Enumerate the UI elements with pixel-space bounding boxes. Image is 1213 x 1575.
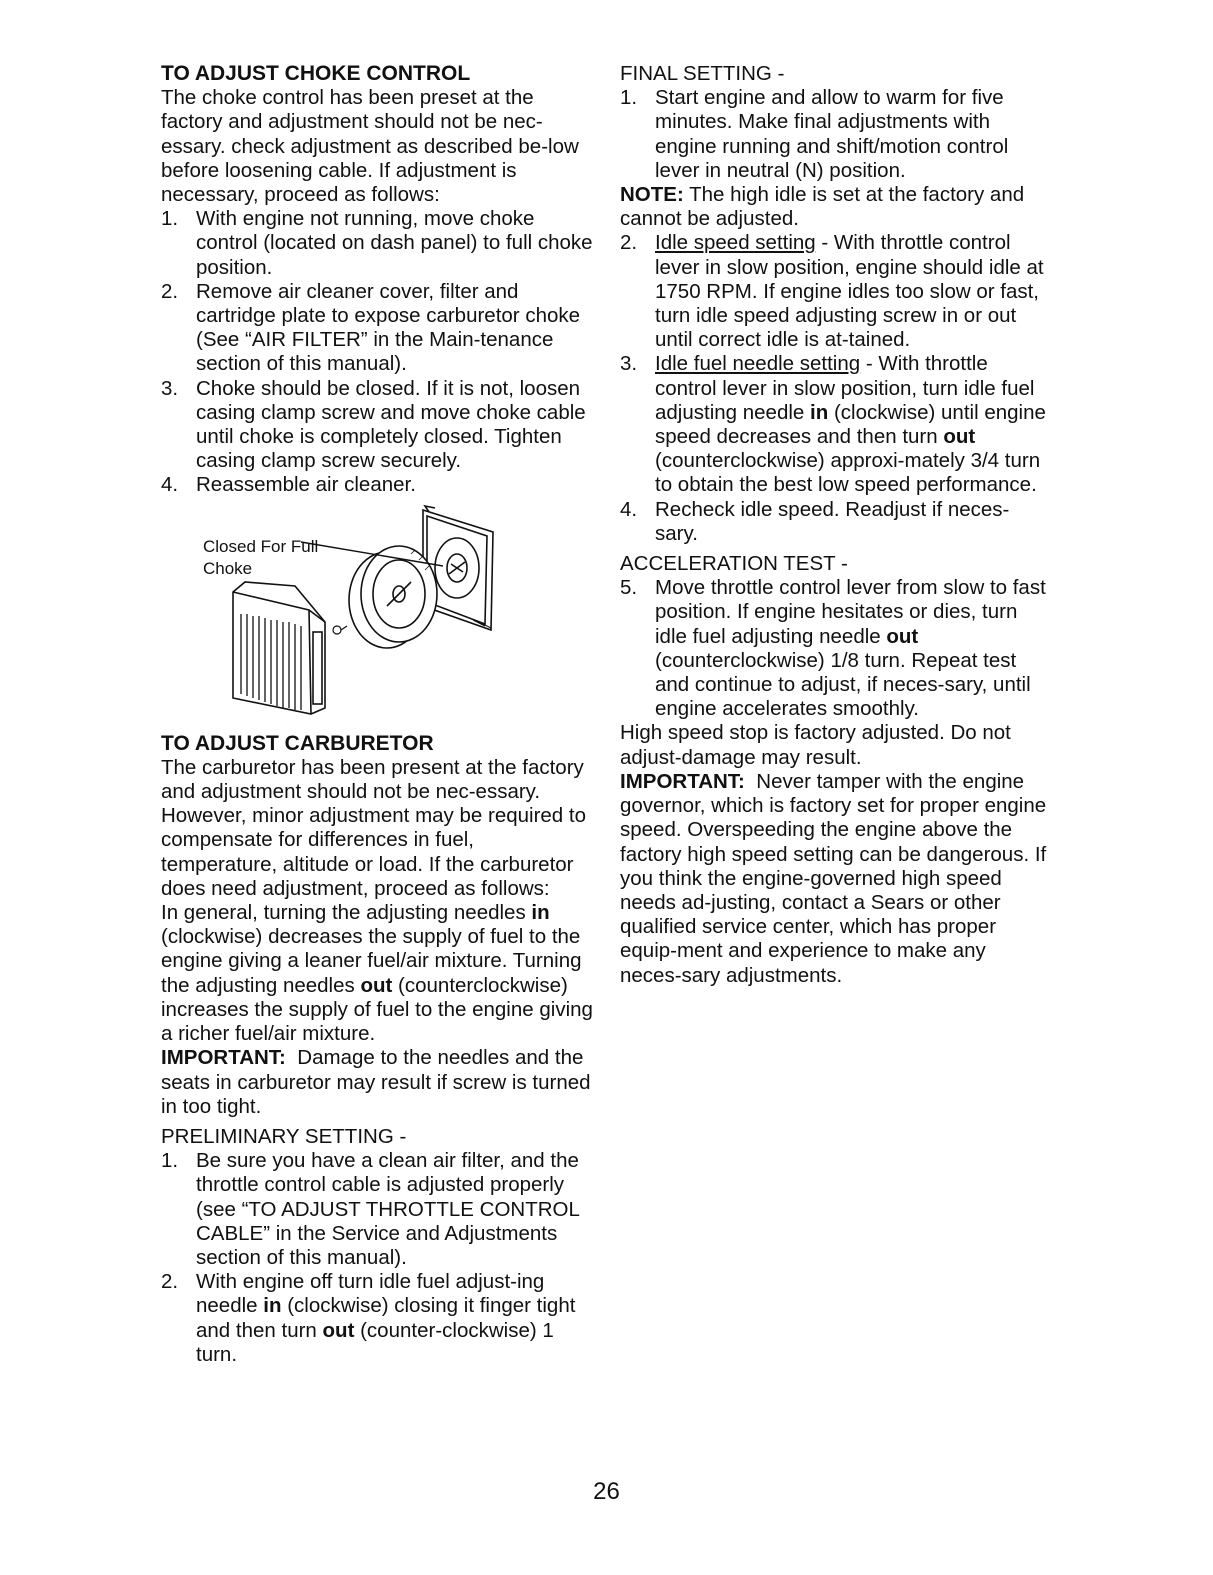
text-segment: (clockwise) closing it finger tight and then turn — [196, 1294, 576, 1342]
step-number: 1. — [161, 207, 179, 231]
step-text: Choke should be closed. If it is not, loosen casing clamp screw and move choke cable until choke is completely closed. Tighten casing clamp screw securely. — [196, 376, 586, 473]
step-text: Recheck idle speed. Readjust if neces-sary. — [655, 497, 1010, 545]
step-number: 2. — [161, 279, 179, 303]
page-number: 26 — [593, 1478, 620, 1505]
text-segment: (counterclockwise) 1/8 turn. Repeat test and continue to adjust, if neces-sary, until engine accelerates smoothly. — [655, 648, 1031, 721]
air-cleaner-figure — [161, 502, 593, 724]
step-number: 1. — [161, 1149, 179, 1173]
carburetor-important — [161, 1046, 593, 1119]
final-step — [620, 352, 1052, 497]
step-number: 1. — [620, 86, 638, 110]
emphasis-out: out — [360, 973, 393, 997]
final-step — [620, 86, 1052, 183]
acceleration-step — [620, 576, 1052, 721]
emphasis-out: out — [943, 425, 976, 449]
step-number: 2. — [620, 231, 638, 255]
step-text: Start engine and allow to warm for five minutes. Make final adjustments with engine running and shift/motion control lever in neutral (N) position. — [655, 86, 1009, 182]
carburetor-intro: The carburetor has been present at the factory and adjustment should not be nec-essary. However, minor adjustment may be required to compensate for differences in fuel, temperature, altitude or load. If the carburetor does need adjustment, proceed as follows: — [161, 755, 587, 900]
final-steps-a — [620, 86, 1052, 183]
left-column — [161, 62, 593, 1367]
acceleration-heading: ACCELERATION TEST - — [620, 552, 848, 576]
round-filter — [349, 546, 437, 648]
step-title: Idle speed setting — [655, 231, 816, 255]
step-number: 3. — [161, 376, 179, 400]
caption-line: Choke — [203, 558, 253, 578]
step-number: 4. — [161, 473, 179, 497]
note-label: NOTE: — [620, 183, 684, 207]
governor-important — [620, 770, 1052, 988]
emphasis-in: in — [810, 400, 829, 424]
step-text: - With throttle control lever in slow position, engine should idle at 1750 RPM. If engine idles too slow or fast, turn idle speed adjusting screw in or out until correct idle is at-tained. — [655, 231, 1044, 352]
caption-line: Closed For Full — [203, 536, 319, 556]
step-number: 2. — [161, 1270, 179, 1294]
step-text: Reassemble air cleaner. — [196, 473, 416, 497]
acceleration-steps — [620, 576, 1052, 721]
choke-step — [161, 377, 593, 474]
final-heading: FINAL SETTING - — [620, 62, 785, 85]
text-segment: - With throttle control lever in slow position, turn idle fuel adjusting needle — [655, 352, 1035, 424]
step-text: Remove air cleaner cover, filter and cartridge plate to expose carburetor choke (See “AIR FILTER” in the Main-tenance section of this manual). — [196, 279, 581, 376]
text-segment: (counter-clockwise) 1 turn. — [196, 1318, 554, 1366]
carburetor-heading: TO ADJUST CARBURETOR — [161, 731, 434, 755]
important-label: IMPORTANT: — [161, 1046, 286, 1070]
preliminary-steps — [161, 1149, 593, 1367]
step-number: 3. — [620, 352, 638, 376]
screw — [333, 626, 347, 634]
text-segment: (counterclockwise) increases the supply of fuel to the engine giving a richer fuel/air mixture. — [161, 973, 593, 1046]
choke-steps — [161, 207, 593, 497]
text-segment: Move throttle control lever from slow to fast position. If engine hesitates or dies, turn idle fuel adjusting needle — [655, 576, 1046, 648]
choke-step — [161, 207, 593, 280]
important-label: IMPORTANT: — [620, 769, 745, 793]
high-speed-note: High speed stop is factory adjusted. Do not adjust-damage may result. — [620, 721, 1011, 769]
air-cleaner-cover — [233, 582, 325, 714]
choke-heading: TO ADJUST CHOKE CONTROL — [161, 62, 471, 85]
right-column — [620, 62, 1052, 988]
carburetor-general — [161, 901, 593, 1046]
step-text: With engine not running, move choke control (located on dash panel) to full choke position. — [196, 207, 593, 279]
preliminary-heading: PRELIMINARY SETTING - — [161, 1124, 407, 1148]
step-number: 4. — [620, 497, 638, 521]
choke-step — [161, 473, 593, 497]
final-step — [620, 231, 1052, 352]
text-segment: With engine off turn idle fuel adjust-ing needle — [196, 1270, 545, 1318]
final-note — [620, 183, 1052, 231]
preliminary-step — [161, 1270, 593, 1367]
choke-intro: The choke control has been preset at the factory and adjustment should not be nec-essary. check adjustment as described be-low before loosening cable. If adjustment is necessary, proceed as follows: — [161, 86, 579, 207]
important-text: Never tamper with the engine governor, which is factory set for proper engine speed. Overspeeding the engine above the factory high speed setting can be dangerous. If you think the engine-governed high speed needs ad-justing, contact a Sears or other qualified service center, which has proper equip-ment and experience to make any neces-sary adjustments. — [620, 769, 1047, 987]
step-number: 5. — [620, 576, 638, 600]
emphasis-out: out — [322, 1318, 355, 1342]
important-text: Damage to the needles and the seats in carburetor may result if screw is turned in too tight. — [161, 1046, 591, 1118]
preliminary-step — [161, 1149, 593, 1270]
final-step — [620, 498, 1052, 546]
figure-caption — [203, 536, 318, 580]
emphasis-in: in — [263, 1294, 282, 1318]
step-text: Be sure you have a clean air filter, and the throttle control cable is adjusted properly (see “TO ADJUST THROTTLE CONTROL CABLE” in the Service and Adjustments section of this manual). — [196, 1149, 580, 1269]
emphasis-out: out — [886, 624, 919, 648]
emphasis-in: in — [531, 901, 550, 925]
text-segment: (clockwise) decreases the supply of fuel to the engine giving a leaner fuel/air mixture. Turning the adjusting needles — [161, 925, 582, 997]
step-title: Idle fuel needle setting — [655, 352, 861, 376]
text-segment: (counterclockwise) approxi-mately 3/4 turn to obtain the best low speed performance. — [655, 449, 1041, 497]
choke-step — [161, 280, 593, 377]
text-segment: (clockwise) until engine speed decreases and then turn — [655, 400, 1046, 449]
final-steps-b — [620, 231, 1052, 546]
text-segment: In general, turning the adjusting needles — [161, 901, 526, 925]
note-text: The high idle is set at the factory and cannot be adjusted. — [620, 183, 1025, 231]
